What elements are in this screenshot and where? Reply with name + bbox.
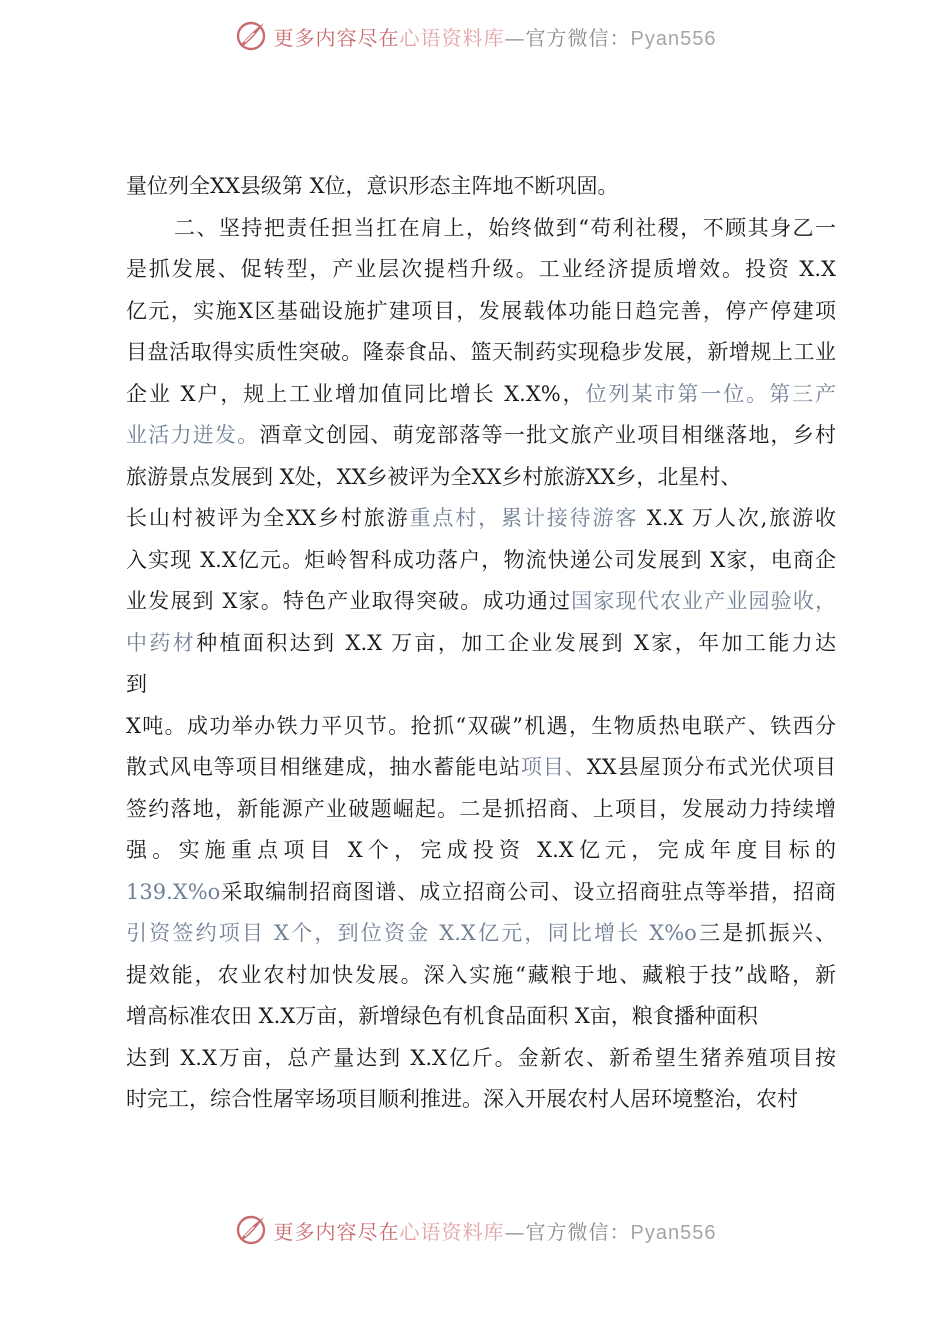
text-segment: 业发展到 X家。特色产业取得突破。成功通过 <box>126 589 572 613</box>
text-line <box>126 1079 836 1121</box>
text-line <box>126 872 836 914</box>
header-banner <box>0 14 950 58</box>
text-line <box>126 623 836 665</box>
text-segment: 长山村被评为全XX乡村旅游 <box>126 506 410 530</box>
text-segment: 国家现代农业产业园验收， <box>571 589 836 613</box>
text-line <box>126 498 836 540</box>
footer-banner <box>0 1208 950 1252</box>
banner-part1: 更多内容尽在 <box>273 1219 400 1244</box>
text-line <box>126 540 836 582</box>
text-segment: 位列某市第一位。第三产 <box>585 381 836 406</box>
text-line <box>126 332 836 374</box>
text-segment: 旅游景点发展到 X处，XX乡被评为全XX乡村旅游XX乡，北星村、 <box>126 464 742 489</box>
text-segment: X.X 万人次,旅游收 <box>638 506 836 530</box>
text-segment: X吨。成功举办铁力平贝节。抢抓“双碳”机遇，生物质热电联产、铁西分 <box>126 713 836 738</box>
banner-part3: —官方微信： <box>504 25 631 50</box>
text-segment: 目盘活取得实质性突破。隆泰食品、篮天制药实现稳步发展，新增规上工业 <box>126 340 836 364</box>
text-segment: 签约落地，新能源产业破题崛起。二是抓招商、上项目，发展动力持续增 <box>126 796 836 821</box>
text-segment: 入实现 X.X亿元。炬岭智科成功落户，物流快递公司发展到 X家，电商企 <box>126 547 836 572</box>
text-segment: 中药材 <box>126 630 197 655</box>
text-segment: XX县屋顶分布式光伏项目 <box>586 755 836 779</box>
banner-text <box>274 22 717 51</box>
text-segment: 增高标准农田 X.X万亩，新增绿色有机食品面积 X亩，粮食播种面积 <box>126 1004 758 1028</box>
text-line <box>126 664 836 706</box>
text-segment: 到 <box>126 672 147 696</box>
text-segment: 139.X%o <box>126 879 221 904</box>
banner-part2: 心语资料库 <box>399 25 505 50</box>
banner-wechat-id: Pyan556 <box>630 1221 717 1244</box>
text-line <box>126 374 836 416</box>
text-line <box>126 913 836 955</box>
text-line <box>126 249 836 291</box>
text-segment: 企业 X户，规上工业增加值同比增长 X.X%， <box>126 381 586 406</box>
text-segment: 重点村，累计接待游客 <box>409 506 639 530</box>
text-segment: 三是抓振兴、 <box>696 921 836 945</box>
text-segment: 二、坚持把责任担当扛在肩上，始终做到“苟利社稷，不顾其身乙一 <box>174 215 836 240</box>
document-body <box>126 166 836 1121</box>
text-segment: 量位列全XX县级第 X位，意识形态主阵地不断巩固。 <box>126 174 619 198</box>
text-line <box>126 291 836 333</box>
banner-part2: 心语资料库 <box>399 1219 505 1244</box>
quill-logo-icon <box>234 19 268 53</box>
text-segment: 引资签约项目 X个，到位资金 X.X亿元，同比增长 X%o <box>126 921 697 945</box>
quill-logo-icon <box>234 1213 268 1247</box>
text-segment: 项目、 <box>520 755 587 779</box>
text-line <box>126 706 836 748</box>
text-line <box>126 457 836 499</box>
banner-part1: 更多内容尽在 <box>273 25 400 50</box>
text-segment: 达到 X.X万亩，总产量达到 X.X亿斤。金新农、新希望生猪养殖项目按 <box>126 1045 836 1070</box>
text-line <box>126 415 836 457</box>
banner-wechat-id: Pyan556 <box>630 27 717 50</box>
text-line <box>126 955 836 997</box>
text-line <box>126 166 836 208</box>
banner-text <box>274 1216 717 1245</box>
text-segment: 酒章文创园、萌宠部落等一批文旅产业项目相继落地，乡村 <box>259 423 836 447</box>
text-segment: 亿元，实施X区基础设施扩建项目，发展载体功能日趋完善，停产停建项 <box>126 298 836 323</box>
text-line <box>126 789 836 831</box>
text-line <box>126 830 836 872</box>
text-line <box>126 996 836 1038</box>
text-segment: 时完工，综合性屠宰场项目顺利推进。深入开展农村人居环境整治，农村 <box>126 1087 798 1111</box>
text-line <box>126 1038 836 1080</box>
text-segment: 强。实施重点项目 X个，完成投资 X.X亿元，完成年度目标的 <box>126 838 836 862</box>
text-segment: 采取编制招商图谱、成立招商公司、设立招商驻点等举措，招商 <box>220 879 836 904</box>
text-segment: 散式风电等项目相继建成，抽水蓄能电站 <box>126 755 521 779</box>
banner-part3: —官方微信： <box>504 1219 631 1244</box>
text-segment: 提效能，农业农村加快发展。深入实施“藏粮于地、藏粮于技”战略，新 <box>126 962 836 987</box>
text-segment: 业活力迸发。 <box>126 423 260 447</box>
text-segment: 种植面积达到 X.X 万亩，加工企业发展到 X家，年加工能力达 <box>196 630 836 655</box>
text-line <box>126 747 836 789</box>
text-line <box>126 208 836 250</box>
text-segment: 是抓发展、促转型，产业层次提档升级。工业经济提质增效。投资 X.X <box>126 257 836 281</box>
text-line <box>126 581 836 623</box>
